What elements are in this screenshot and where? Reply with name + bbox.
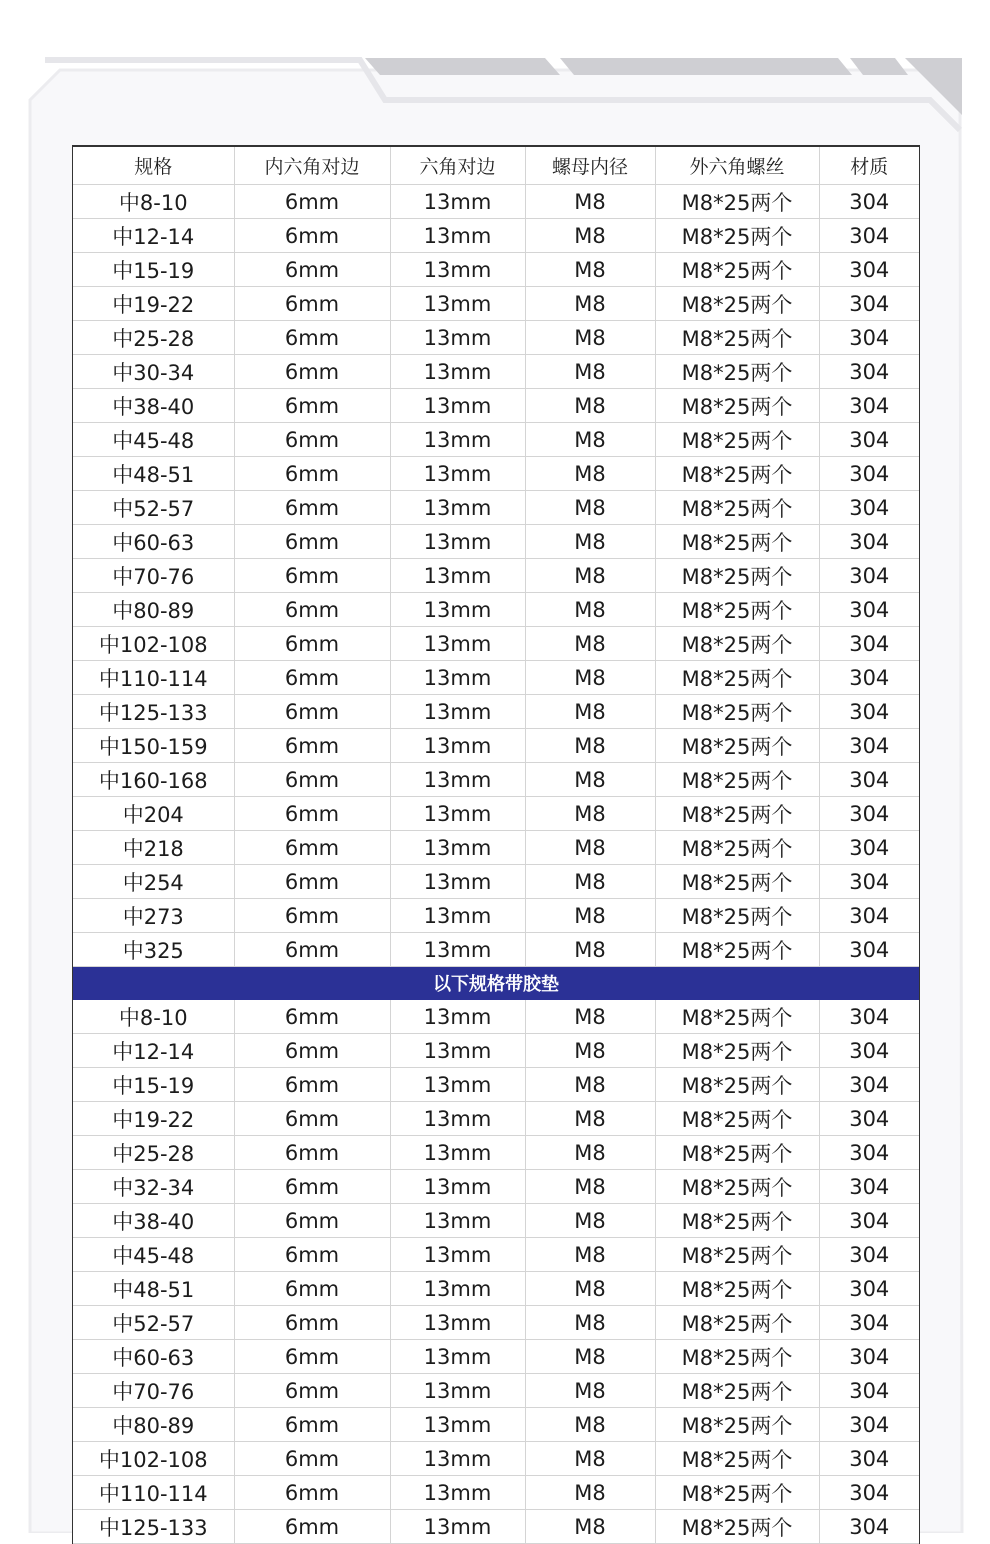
- cell-material: 304: [819, 355, 919, 389]
- cell-hex: 13mm: [390, 1136, 525, 1170]
- cell-hex-screw: M8*25两个: [655, 593, 819, 627]
- table-row: [73, 831, 919, 865]
- cell-spec: 中218: [73, 831, 234, 865]
- cell-spec: 中80-89: [73, 593, 234, 627]
- cell-inner-hex: 6mm: [234, 1408, 390, 1442]
- cell-nut-diameter: M8: [525, 695, 655, 729]
- cell-spec: 中70-76: [73, 559, 234, 593]
- cell-material: 304: [819, 797, 919, 831]
- cell-hex: 13mm: [390, 559, 525, 593]
- cell-spec: 中12-14: [73, 1034, 234, 1068]
- cell-nut-diameter: M8: [525, 933, 655, 967]
- cell-material: 304: [819, 695, 919, 729]
- cell-hex-screw: M8*25两个: [655, 1408, 819, 1442]
- cell-inner-hex: 6mm: [234, 627, 390, 661]
- cell-material: 304: [819, 287, 919, 321]
- table-row: [73, 423, 919, 457]
- table-row: [73, 389, 919, 423]
- cell-inner-hex: 6mm: [234, 1510, 390, 1544]
- cell-hex: 13mm: [390, 219, 525, 253]
- cell-hex-screw: M8*25两个: [655, 1136, 819, 1170]
- cell-inner-hex: 6mm: [234, 457, 390, 491]
- cell-material: 304: [819, 1170, 919, 1204]
- cell-inner-hex: 6mm: [234, 355, 390, 389]
- cell-hex-screw: M8*25两个: [655, 1442, 819, 1476]
- cell-hex-screw: M8*25两个: [655, 1374, 819, 1408]
- cell-material: 304: [819, 1408, 919, 1442]
- cell-nut-diameter: M8: [525, 1170, 655, 1204]
- cell-nut-diameter: M8: [525, 219, 655, 253]
- table-row: [73, 1136, 919, 1170]
- cell-hex: 13mm: [390, 1170, 525, 1204]
- cell-material: 304: [819, 321, 919, 355]
- table-row: [73, 355, 919, 389]
- cell-material: 304: [819, 1102, 919, 1136]
- cell-nut-diameter: M8: [525, 729, 655, 763]
- table-row: [73, 219, 919, 253]
- cell-spec: 中19-22: [73, 1102, 234, 1136]
- header-hex: 六角对边: [390, 147, 525, 185]
- cell-hex: 13mm: [390, 423, 525, 457]
- table-row: [73, 253, 919, 287]
- cell-material: 304: [819, 1204, 919, 1238]
- cell-material: 304: [819, 219, 919, 253]
- cell-nut-diameter: M8: [525, 491, 655, 525]
- cell-nut-diameter: M8: [525, 1374, 655, 1408]
- cell-hex: 13mm: [390, 1034, 525, 1068]
- cell-hex: 13mm: [390, 321, 525, 355]
- cell-inner-hex: 6mm: [234, 423, 390, 457]
- cell-nut-diameter: M8: [525, 797, 655, 831]
- table-row: [73, 185, 919, 219]
- cell-material: 304: [819, 933, 919, 967]
- table-row: [73, 1306, 919, 1340]
- cell-inner-hex: 6mm: [234, 253, 390, 287]
- cell-hex-screw: M8*25两个: [655, 457, 819, 491]
- cell-material: 304: [819, 729, 919, 763]
- cell-hex: 13mm: [390, 865, 525, 899]
- cell-hex: 13mm: [390, 1204, 525, 1238]
- cell-inner-hex: 6mm: [234, 321, 390, 355]
- cell-hex: 13mm: [390, 1510, 525, 1544]
- cell-spec: 中8-10: [73, 1000, 234, 1034]
- cell-inner-hex: 6mm: [234, 1136, 390, 1170]
- cell-spec: 中12-14: [73, 219, 234, 253]
- cell-nut-diameter: M8: [525, 1136, 655, 1170]
- cell-nut-diameter: M8: [525, 593, 655, 627]
- table-header: [73, 147, 919, 185]
- cell-material: 304: [819, 253, 919, 287]
- cell-inner-hex: 6mm: [234, 1034, 390, 1068]
- cell-hex-screw: M8*25两个: [655, 219, 819, 253]
- cell-inner-hex: 6mm: [234, 797, 390, 831]
- cell-spec: 中52-57: [73, 1306, 234, 1340]
- cell-material: 304: [819, 1034, 919, 1068]
- cell-hex: 13mm: [390, 1068, 525, 1102]
- cell-hex: 13mm: [390, 389, 525, 423]
- cell-inner-hex: 6mm: [234, 185, 390, 219]
- cell-spec: 中110-114: [73, 1476, 234, 1510]
- cell-hex: 13mm: [390, 185, 525, 219]
- cell-hex-screw: M8*25两个: [655, 1306, 819, 1340]
- cell-inner-hex: 6mm: [234, 525, 390, 559]
- header-material: 材质: [819, 147, 919, 185]
- cell-hex: 13mm: [390, 1408, 525, 1442]
- cell-inner-hex: 6mm: [234, 1306, 390, 1340]
- cell-hex-screw: M8*25两个: [655, 423, 819, 457]
- cell-hex-screw: M8*25两个: [655, 1510, 819, 1544]
- cell-spec: 中204: [73, 797, 234, 831]
- cell-nut-diameter: M8: [525, 831, 655, 865]
- table-body-section-a: [73, 185, 919, 967]
- table-row: [73, 321, 919, 355]
- cell-nut-diameter: M8: [525, 1204, 655, 1238]
- cell-inner-hex: 6mm: [234, 1068, 390, 1102]
- cell-hex: 13mm: [390, 933, 525, 967]
- header-nut-diameter: 螺母内径: [525, 147, 655, 185]
- table-row: [73, 1000, 919, 1034]
- table-row: [73, 899, 919, 933]
- cell-spec: 中125-133: [73, 1510, 234, 1544]
- cell-nut-diameter: M8: [525, 1102, 655, 1136]
- cell-material: 304: [819, 1000, 919, 1034]
- cell-spec: 中60-63: [73, 1340, 234, 1374]
- cell-nut-diameter: M8: [525, 559, 655, 593]
- cell-hex: 13mm: [390, 1442, 525, 1476]
- cell-nut-diameter: M8: [525, 389, 655, 423]
- cell-hex: 13mm: [390, 1340, 525, 1374]
- cell-hex-screw: M8*25两个: [655, 389, 819, 423]
- cell-spec: 中70-76: [73, 1374, 234, 1408]
- cell-hex-screw: M8*25两个: [655, 253, 819, 287]
- cell-material: 304: [819, 559, 919, 593]
- table-row: [73, 1034, 919, 1068]
- cell-nut-diameter: M8: [525, 865, 655, 899]
- cell-hex-screw: M8*25两个: [655, 627, 819, 661]
- cell-material: 304: [819, 1068, 919, 1102]
- rubber-pad-banner: 以下规格带胶垫: [73, 967, 919, 1000]
- cell-hex: 13mm: [390, 457, 525, 491]
- cell-spec: 中15-19: [73, 1068, 234, 1102]
- cell-hex-screw: M8*25两个: [655, 491, 819, 525]
- cell-hex: 13mm: [390, 1000, 525, 1034]
- cell-hex-screw: M8*25两个: [655, 695, 819, 729]
- cell-material: 304: [819, 1136, 919, 1170]
- table-row: [73, 491, 919, 525]
- cell-hex: 13mm: [390, 253, 525, 287]
- cell-hex-screw: M8*25两个: [655, 1034, 819, 1068]
- cell-spec: 中325: [73, 933, 234, 967]
- cell-spec: 中60-63: [73, 525, 234, 559]
- cell-hex-screw: M8*25两个: [655, 865, 819, 899]
- cell-material: 304: [819, 1238, 919, 1272]
- cell-inner-hex: 6mm: [234, 865, 390, 899]
- cell-hex-screw: M8*25两个: [655, 355, 819, 389]
- table-row: [73, 1442, 919, 1476]
- cell-hex-screw: M8*25两个: [655, 1000, 819, 1034]
- cell-spec: 中102-108: [73, 1442, 234, 1476]
- table-row: [73, 1340, 919, 1374]
- cell-inner-hex: 6mm: [234, 695, 390, 729]
- cell-hex-screw: M8*25两个: [655, 1476, 819, 1510]
- cell-material: 304: [819, 423, 919, 457]
- cell-nut-diameter: M8: [525, 457, 655, 491]
- cell-inner-hex: 6mm: [234, 763, 390, 797]
- cell-inner-hex: 6mm: [234, 831, 390, 865]
- header-spec: 规格: [73, 147, 234, 185]
- cell-hex: 13mm: [390, 695, 525, 729]
- cell-hex: 13mm: [390, 729, 525, 763]
- cell-hex-screw: M8*25两个: [655, 1102, 819, 1136]
- cell-hex: 13mm: [390, 1272, 525, 1306]
- table-row: [73, 865, 919, 899]
- cell-hex: 13mm: [390, 763, 525, 797]
- cell-hex-screw: M8*25两个: [655, 287, 819, 321]
- cell-hex: 13mm: [390, 899, 525, 933]
- cell-hex-screw: M8*25两个: [655, 729, 819, 763]
- cell-spec: 中80-89: [73, 1408, 234, 1442]
- cell-nut-diameter: M8: [525, 1510, 655, 1544]
- table-row: [73, 1102, 919, 1136]
- spec-table-container: [72, 145, 920, 1544]
- cell-inner-hex: 6mm: [234, 1476, 390, 1510]
- cell-hex-screw: M8*25两个: [655, 797, 819, 831]
- cell-material: 304: [819, 1442, 919, 1476]
- table-row: [73, 593, 919, 627]
- table-row: [73, 1476, 919, 1510]
- cell-spec: 中25-28: [73, 1136, 234, 1170]
- cell-spec: 中25-28: [73, 321, 234, 355]
- cell-hex-screw: M8*25两个: [655, 1272, 819, 1306]
- table-row: [73, 627, 919, 661]
- cell-hex-screw: M8*25两个: [655, 661, 819, 695]
- cell-spec: 中160-168: [73, 763, 234, 797]
- cell-material: 304: [819, 1306, 919, 1340]
- cell-material: 304: [819, 491, 919, 525]
- cell-nut-diameter: M8: [525, 321, 655, 355]
- cell-spec: 中38-40: [73, 389, 234, 423]
- cell-inner-hex: 6mm: [234, 1102, 390, 1136]
- cell-hex-screw: M8*25两个: [655, 899, 819, 933]
- table-row: [73, 695, 919, 729]
- cell-inner-hex: 6mm: [234, 559, 390, 593]
- cell-hex-screw: M8*25两个: [655, 1340, 819, 1374]
- cell-inner-hex: 6mm: [234, 1000, 390, 1034]
- cell-hex: 13mm: [390, 525, 525, 559]
- cell-material: 304: [819, 1272, 919, 1306]
- cell-hex: 13mm: [390, 1238, 525, 1272]
- cell-spec: 中19-22: [73, 287, 234, 321]
- cell-spec: 中45-48: [73, 1238, 234, 1272]
- table-row: [73, 1204, 919, 1238]
- table-row: [73, 559, 919, 593]
- cell-spec: 中8-10: [73, 185, 234, 219]
- cell-hex-screw: M8*25两个: [655, 559, 819, 593]
- cell-hex: 13mm: [390, 797, 525, 831]
- cell-material: 304: [819, 1374, 919, 1408]
- cell-material: 304: [819, 831, 919, 865]
- cell-hex-screw: M8*25两个: [655, 1204, 819, 1238]
- cell-nut-diameter: M8: [525, 1476, 655, 1510]
- cell-hex-screw: M8*25两个: [655, 185, 819, 219]
- cell-spec: 中110-114: [73, 661, 234, 695]
- cell-inner-hex: 6mm: [234, 661, 390, 695]
- cell-inner-hex: 6mm: [234, 1170, 390, 1204]
- table-row: [73, 457, 919, 491]
- cell-hex: 13mm: [390, 287, 525, 321]
- cell-material: 304: [819, 457, 919, 491]
- cell-nut-diameter: M8: [525, 627, 655, 661]
- cell-hex: 13mm: [390, 1306, 525, 1340]
- cell-spec: 中48-51: [73, 457, 234, 491]
- cell-nut-diameter: M8: [525, 1442, 655, 1476]
- cell-hex: 13mm: [390, 355, 525, 389]
- cell-material: 304: [819, 1340, 919, 1374]
- cell-spec: 中48-51: [73, 1272, 234, 1306]
- table-row: [73, 797, 919, 831]
- cell-nut-diameter: M8: [525, 355, 655, 389]
- cell-material: 304: [819, 1510, 919, 1544]
- cell-nut-diameter: M8: [525, 1408, 655, 1442]
- spec-table: [73, 147, 919, 1544]
- cell-inner-hex: 6mm: [234, 1340, 390, 1374]
- cell-nut-diameter: M8: [525, 1068, 655, 1102]
- table-row: [73, 1408, 919, 1442]
- cell-nut-diameter: M8: [525, 1340, 655, 1374]
- cell-hex: 13mm: [390, 1102, 525, 1136]
- cell-material: 304: [819, 865, 919, 899]
- cell-hex: 13mm: [390, 491, 525, 525]
- cell-nut-diameter: M8: [525, 1238, 655, 1272]
- cell-hex-screw: M8*25两个: [655, 525, 819, 559]
- cell-spec: 中125-133: [73, 695, 234, 729]
- cell-inner-hex: 6mm: [234, 1442, 390, 1476]
- cell-nut-diameter: M8: [525, 185, 655, 219]
- cell-hex-screw: M8*25两个: [655, 321, 819, 355]
- cell-nut-diameter: M8: [525, 1306, 655, 1340]
- cell-material: 304: [819, 627, 919, 661]
- cell-material: 304: [819, 661, 919, 695]
- cell-nut-diameter: M8: [525, 899, 655, 933]
- table-row: [73, 1238, 919, 1272]
- cell-spec: 中15-19: [73, 253, 234, 287]
- banner-section: [73, 967, 919, 1000]
- cell-material: 304: [819, 899, 919, 933]
- cell-material: 304: [819, 389, 919, 423]
- cell-inner-hex: 6mm: [234, 491, 390, 525]
- cell-hex-screw: M8*25两个: [655, 1170, 819, 1204]
- cell-hex-screw: M8*25两个: [655, 1068, 819, 1102]
- cell-spec: 中52-57: [73, 491, 234, 525]
- cell-hex: 13mm: [390, 1374, 525, 1408]
- cell-hex: 13mm: [390, 627, 525, 661]
- cell-hex-screw: M8*25两个: [655, 831, 819, 865]
- table-row: [73, 525, 919, 559]
- cell-nut-diameter: M8: [525, 253, 655, 287]
- cell-nut-diameter: M8: [525, 1272, 655, 1306]
- cell-inner-hex: 6mm: [234, 287, 390, 321]
- cell-hex: 13mm: [390, 593, 525, 627]
- table-row: [73, 729, 919, 763]
- cell-inner-hex: 6mm: [234, 389, 390, 423]
- table-row: [73, 1510, 919, 1544]
- cell-material: 304: [819, 593, 919, 627]
- cell-inner-hex: 6mm: [234, 219, 390, 253]
- cell-spec: 中273: [73, 899, 234, 933]
- cell-inner-hex: 6mm: [234, 593, 390, 627]
- header-hex-screw: 外六角螺丝: [655, 147, 819, 185]
- table-body-section-b: [73, 1000, 919, 1544]
- table-row: [73, 287, 919, 321]
- cell-inner-hex: 6mm: [234, 1374, 390, 1408]
- cell-spec: 中150-159: [73, 729, 234, 763]
- cell-material: 304: [819, 1476, 919, 1510]
- cell-nut-diameter: M8: [525, 1034, 655, 1068]
- table-row: [73, 763, 919, 797]
- table-row: [73, 1374, 919, 1408]
- cell-inner-hex: 6mm: [234, 729, 390, 763]
- cell-hex: 13mm: [390, 661, 525, 695]
- header-inner-hex: 内六角对边: [234, 147, 390, 185]
- table-row: [73, 933, 919, 967]
- cell-hex-screw: M8*25两个: [655, 1238, 819, 1272]
- cell-nut-diameter: M8: [525, 661, 655, 695]
- table-row: [73, 1170, 919, 1204]
- cell-spec: 中30-34: [73, 355, 234, 389]
- table-row: [73, 1272, 919, 1306]
- cell-inner-hex: 6mm: [234, 1204, 390, 1238]
- cell-nut-diameter: M8: [525, 763, 655, 797]
- cell-material: 304: [819, 525, 919, 559]
- cell-spec: 中254: [73, 865, 234, 899]
- cell-spec: 中45-48: [73, 423, 234, 457]
- cell-spec: 中102-108: [73, 627, 234, 661]
- cell-hex: 13mm: [390, 1476, 525, 1510]
- cell-inner-hex: 6mm: [234, 1238, 390, 1272]
- cell-nut-diameter: M8: [525, 423, 655, 457]
- cell-hex: 13mm: [390, 831, 525, 865]
- table-row: [73, 661, 919, 695]
- cell-inner-hex: 6mm: [234, 1272, 390, 1306]
- cell-hex-screw: M8*25两个: [655, 763, 819, 797]
- cell-spec: 中32-34: [73, 1170, 234, 1204]
- cell-nut-diameter: M8: [525, 1000, 655, 1034]
- cell-nut-diameter: M8: [525, 287, 655, 321]
- cell-inner-hex: 6mm: [234, 899, 390, 933]
- cell-nut-diameter: M8: [525, 525, 655, 559]
- table-row: [73, 1068, 919, 1102]
- cell-spec: 中38-40: [73, 1204, 234, 1238]
- cell-inner-hex: 6mm: [234, 933, 390, 967]
- cell-material: 304: [819, 763, 919, 797]
- cell-hex-screw: M8*25两个: [655, 933, 819, 967]
- cell-material: 304: [819, 185, 919, 219]
